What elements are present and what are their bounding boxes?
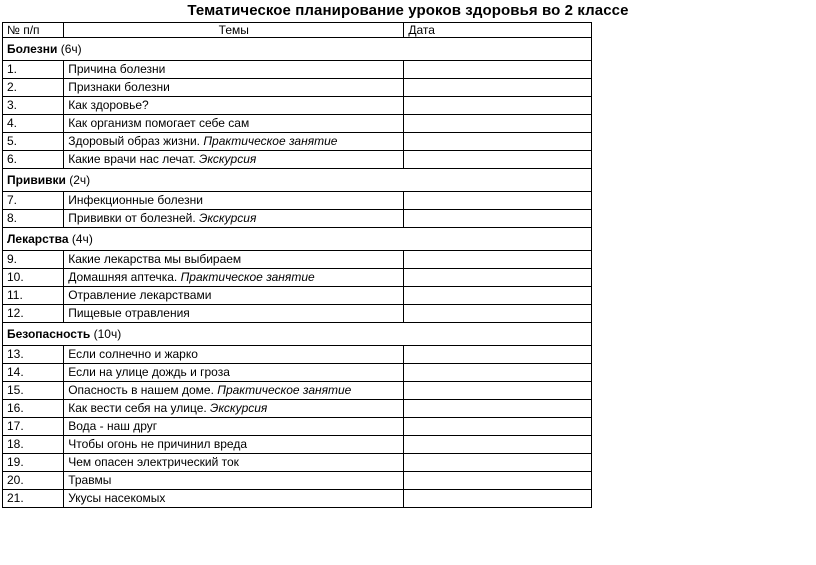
lesson-number: 19. — [3, 454, 64, 472]
lesson-topic: Если на улице дождь и гроза — [68, 365, 230, 379]
lesson-topic-cell — [64, 61, 404, 79]
lesson-date[interactable] — [404, 400, 592, 418]
lesson-number: 18. — [3, 436, 64, 454]
lesson-number: 2. — [3, 79, 64, 97]
lesson-topic-cell — [64, 490, 404, 508]
lesson-topic: Если солнечно и жарко — [68, 347, 198, 361]
section-row — [3, 169, 592, 192]
lesson-topic-cell — [64, 115, 404, 133]
lesson-row — [3, 472, 592, 490]
lesson-date[interactable] — [404, 210, 592, 228]
lesson-topic: Здоровый образ жизни. — [68, 134, 201, 148]
lesson-date[interactable] — [404, 192, 592, 210]
lesson-number: 5. — [3, 133, 64, 151]
lesson-note: Экскурсия — [210, 401, 268, 415]
lesson-date[interactable] — [404, 251, 592, 269]
page-title: Тематическое планирование уроков здоровья во 2 классе — [187, 2, 629, 19]
header-num: № п/п — [3, 23, 64, 38]
lesson-topic: Инфекционные болезни — [68, 193, 203, 207]
lesson-topic-cell — [64, 364, 404, 382]
lesson-date[interactable] — [404, 364, 592, 382]
lesson-topic: Какие лекарства мы выбираем — [68, 252, 242, 266]
lesson-topic: Пищевые отравления — [68, 306, 190, 320]
section-heading — [3, 169, 592, 192]
lesson-topic-cell — [64, 97, 404, 115]
lesson-date[interactable] — [404, 472, 592, 490]
lesson-number: 21. — [3, 490, 64, 508]
lesson-row — [3, 364, 592, 382]
lesson-topic: Чем опасен электрический ток — [68, 455, 239, 469]
lesson-topic: Укусы насекомых — [68, 491, 166, 505]
lesson-row — [3, 436, 592, 454]
lesson-date[interactable] — [404, 61, 592, 79]
lesson-number: 1. — [3, 61, 64, 79]
section-name: Лекарства — [7, 231, 69, 246]
lesson-number: 16. — [3, 400, 64, 418]
lesson-date[interactable] — [404, 436, 592, 454]
lesson-number: 17. — [3, 418, 64, 436]
section-heading — [3, 38, 592, 61]
lesson-topic-cell — [64, 400, 404, 418]
section-heading — [3, 323, 592, 346]
section-row — [3, 38, 592, 61]
lesson-topic-cell — [64, 418, 404, 436]
lesson-row — [3, 490, 592, 508]
lesson-topic-cell — [64, 382, 404, 400]
table-header-row — [3, 23, 592, 38]
lesson-date[interactable] — [404, 418, 592, 436]
lesson-row — [3, 97, 592, 115]
lesson-row — [3, 79, 592, 97]
lesson-topic-cell — [64, 305, 404, 323]
section-name: Болезни — [7, 41, 58, 56]
lesson-topic: Отравление лекарствами — [68, 288, 212, 302]
lesson-number: 11. — [3, 287, 64, 305]
lesson-note: Практическое занятие — [203, 134, 338, 148]
lesson-note: Экскурсия — [199, 211, 257, 225]
lesson-topic: Вода - наш друг — [68, 419, 158, 433]
lesson-date[interactable] — [404, 79, 592, 97]
lesson-topic: Травмы — [68, 473, 112, 487]
lesson-row — [3, 400, 592, 418]
lesson-date[interactable] — [404, 151, 592, 169]
lesson-date[interactable] — [404, 97, 592, 115]
lesson-topic-cell — [64, 287, 404, 305]
lesson-note: Практическое занятие — [180, 270, 315, 284]
lesson-topic-cell — [64, 472, 404, 490]
lesson-topic-cell — [64, 346, 404, 364]
lesson-topic-cell — [64, 269, 404, 287]
lesson-topic: Как организм помогает себе сам — [68, 116, 250, 130]
lesson-topic-cell — [64, 454, 404, 472]
section-name: Безопасность — [7, 326, 91, 341]
lesson-date[interactable] — [404, 269, 592, 287]
lesson-row — [3, 454, 592, 472]
header-date: Дата — [404, 23, 592, 38]
lesson-date[interactable] — [404, 305, 592, 323]
lesson-topic: Опасность в нашем доме. — [68, 383, 214, 397]
section-heading — [3, 228, 592, 251]
lesson-row — [3, 210, 592, 228]
lesson-row — [3, 269, 592, 287]
section-row — [3, 228, 592, 251]
lesson-plan-table — [2, 22, 592, 508]
lesson-number: 6. — [3, 151, 64, 169]
lesson-number: 14. — [3, 364, 64, 382]
lesson-topic: Причина болезни — [68, 62, 166, 76]
lesson-row — [3, 382, 592, 400]
lesson-topic: Какие врачи нас лечат. — [68, 152, 196, 166]
lesson-date[interactable] — [404, 287, 592, 305]
lesson-topic: Чтобы огонь не причинил вреда — [68, 437, 248, 451]
header-topic: Темы — [64, 23, 404, 38]
lesson-number: 20. — [3, 472, 64, 490]
lesson-number: 10. — [3, 269, 64, 287]
lesson-row — [3, 151, 592, 169]
lesson-number: 8. — [3, 210, 64, 228]
lesson-row — [3, 251, 592, 269]
lesson-row — [3, 192, 592, 210]
lesson-topic-cell — [64, 192, 404, 210]
section-hours: (10ч) — [93, 326, 122, 341]
lesson-topic: Прививки от болезней. — [68, 211, 196, 225]
lesson-topic: Как здоровье? — [68, 98, 149, 112]
lesson-row — [3, 346, 592, 364]
lesson-row — [3, 287, 592, 305]
section-name: Прививки — [7, 172, 66, 187]
lesson-topic-cell — [64, 436, 404, 454]
lesson-topic-cell — [64, 133, 404, 151]
lesson-number: 3. — [3, 97, 64, 115]
lesson-number: 13. — [3, 346, 64, 364]
lesson-number: 12. — [3, 305, 64, 323]
lesson-number: 4. — [3, 115, 64, 133]
lesson-row — [3, 418, 592, 436]
lesson-note: Экскурсия — [199, 152, 257, 166]
lesson-row — [3, 305, 592, 323]
section-hours: (2ч) — [69, 172, 91, 187]
lesson-topic: Признаки болезни — [68, 80, 170, 94]
lesson-number: 7. — [3, 192, 64, 210]
lesson-row — [3, 115, 592, 133]
lesson-topic: Домашняя аптечка. — [68, 270, 178, 284]
lesson-number: 15. — [3, 382, 64, 400]
lesson-row — [3, 61, 592, 79]
lesson-topic-cell — [64, 210, 404, 228]
lesson-date[interactable] — [404, 454, 592, 472]
lesson-date[interactable] — [404, 382, 592, 400]
lesson-topic-cell — [64, 151, 404, 169]
lesson-row — [3, 133, 592, 151]
lesson-topic-cell — [64, 251, 404, 269]
lesson-date[interactable] — [404, 490, 592, 508]
lesson-date[interactable] — [404, 133, 592, 151]
section-hours: (4ч) — [71, 231, 93, 246]
lesson-number: 9. — [3, 251, 64, 269]
lesson-date[interactable] — [404, 346, 592, 364]
section-hours: (6ч) — [60, 41, 82, 56]
lesson-note: Практическое занятие — [217, 383, 352, 397]
section-row — [3, 323, 592, 346]
lesson-topic-cell — [64, 79, 404, 97]
lesson-topic: Как вести себя на улице. — [68, 401, 207, 415]
lesson-date[interactable] — [404, 115, 592, 133]
